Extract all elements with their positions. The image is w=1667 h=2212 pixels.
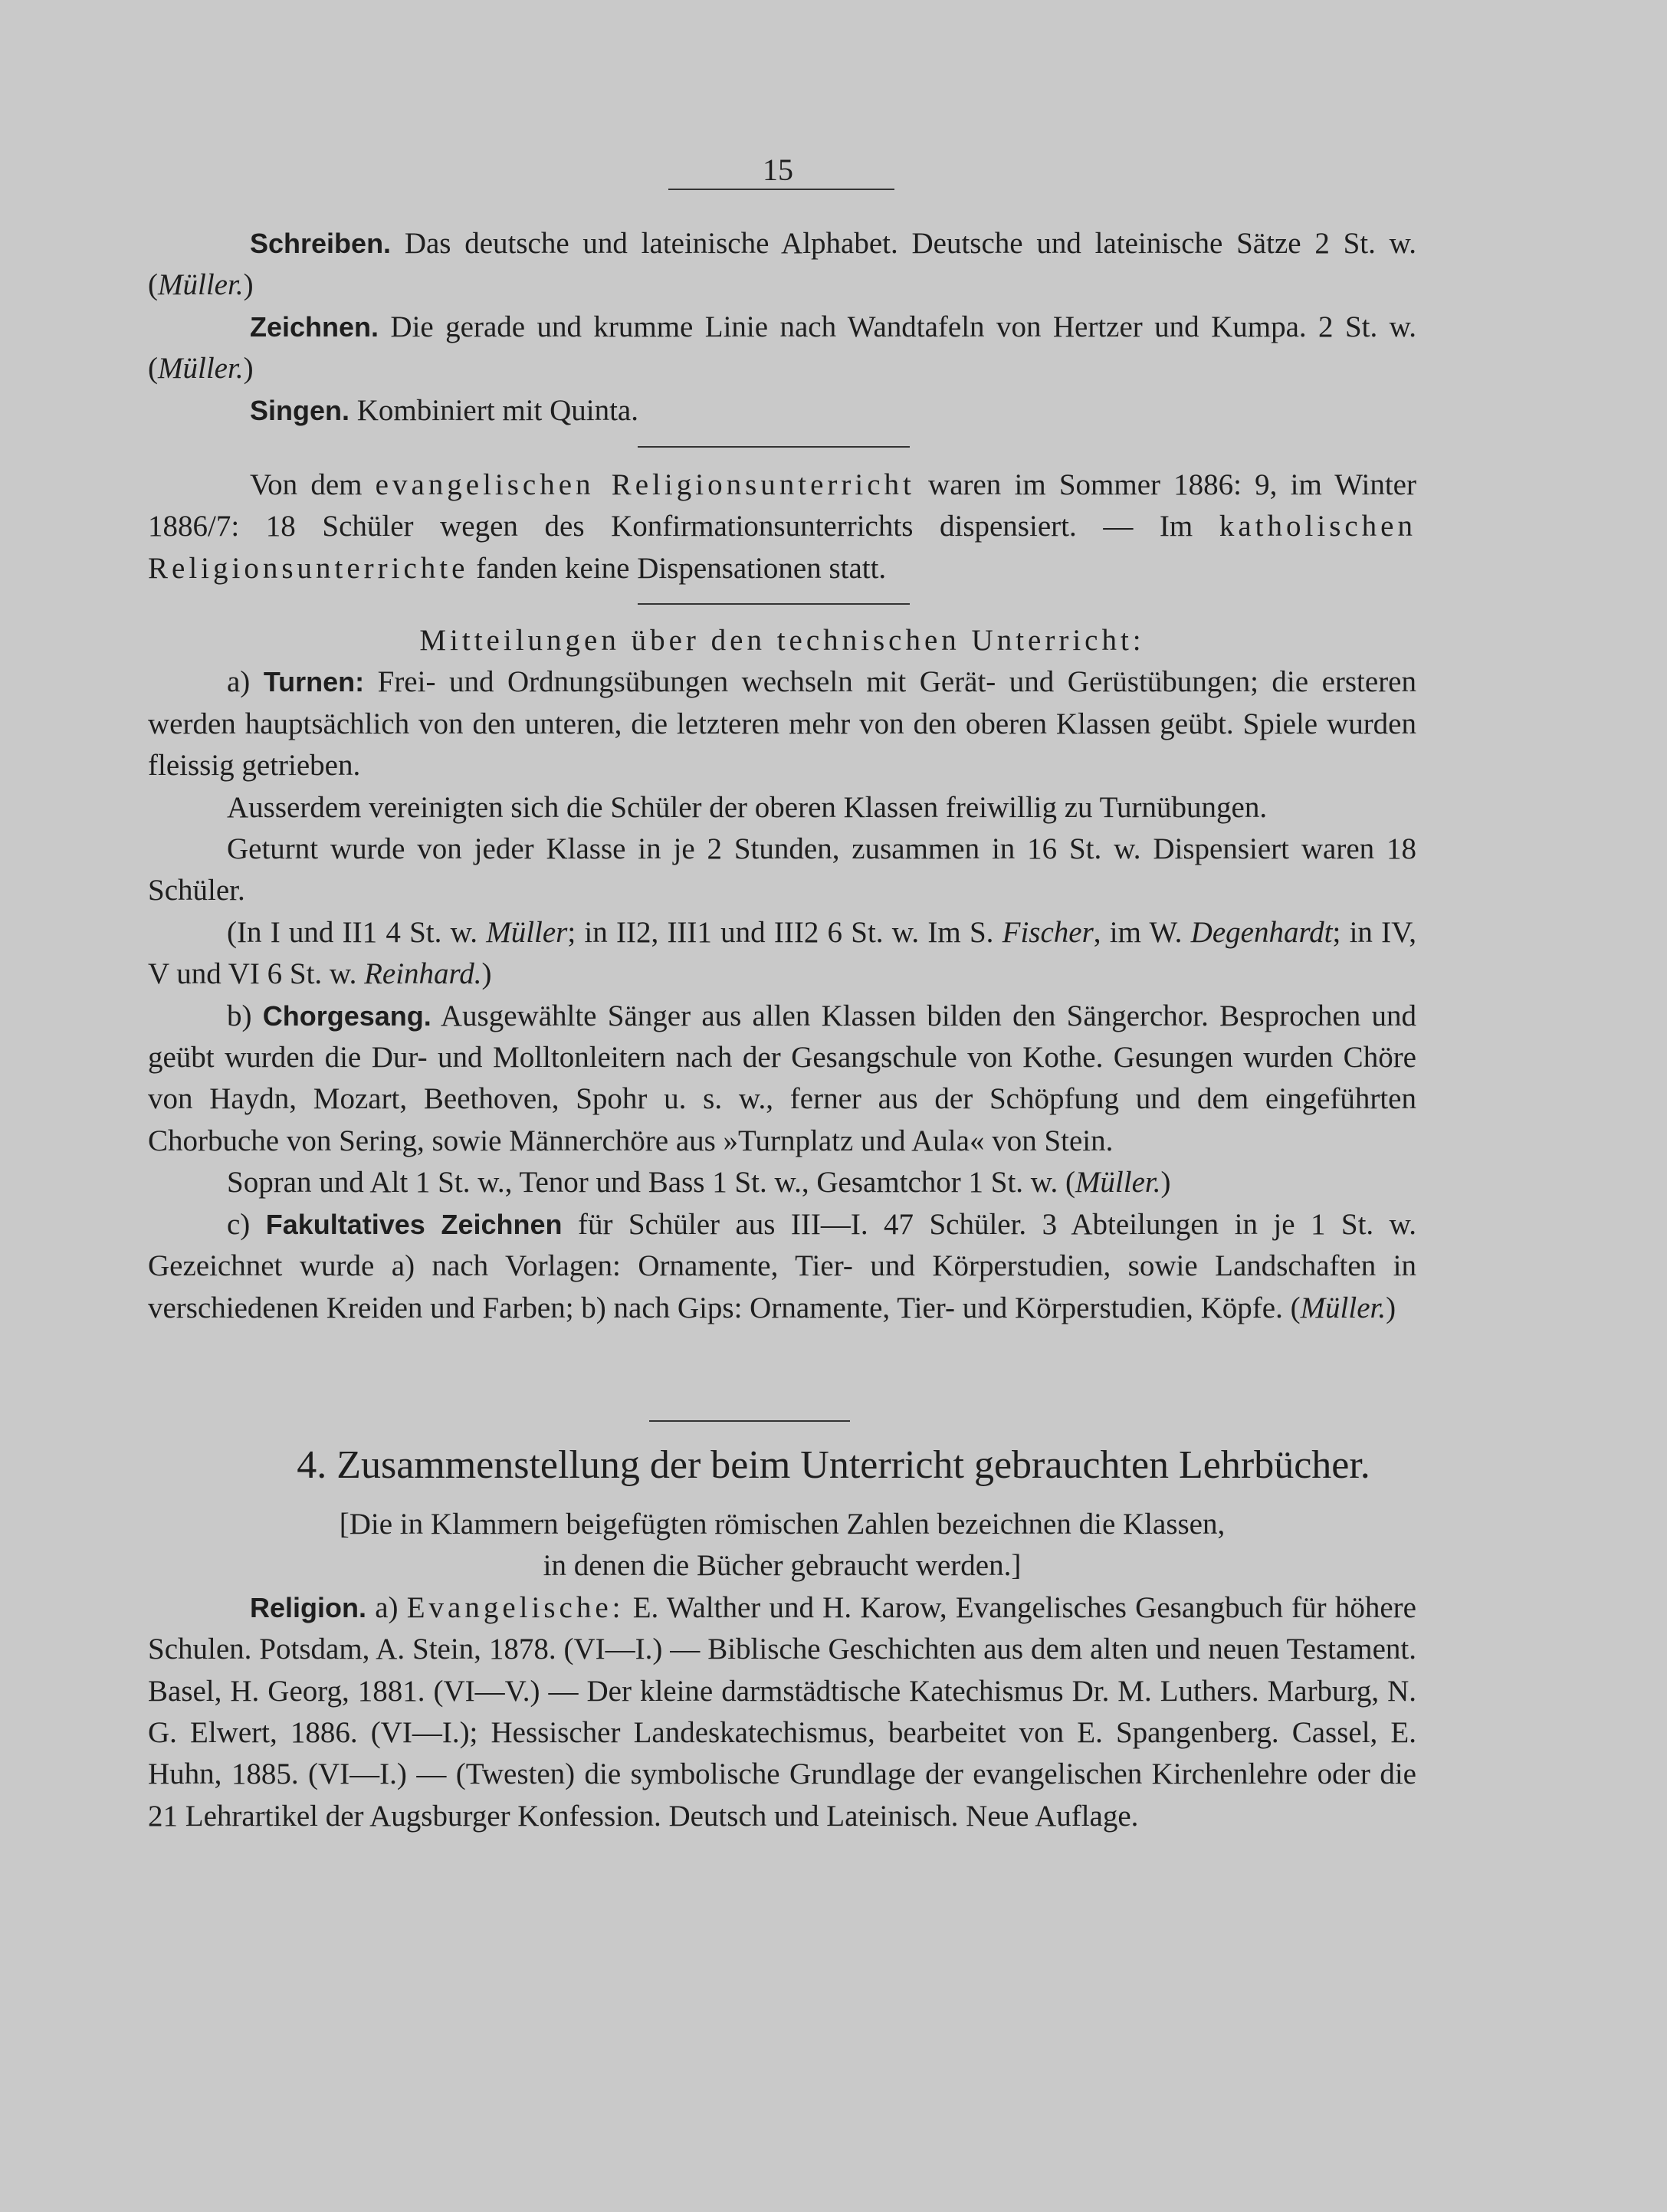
divider-rule-3 <box>649 1420 850 1422</box>
chorgesang-label: Chorgesang. <box>262 999 432 1032</box>
turnen-teachers: (In I und II1 4 St. w. Müller; in II2, III1 und III2 6 St. w. Im S. Fischer, im W. Degenhardt; in IV, V und VI 6 St. w. Reinhard.) <box>148 915 1417 991</box>
turnen-paragraph-3: Geturnt wurde von jeder Klasse in je 2 Stunden, zusammen in 16 St. w. Dispensiert waren 18 Schüler. <box>148 832 1416 907</box>
top-rule <box>668 189 894 190</box>
turnen-paragraph: a) Turnen: Frei- und Ordnungsübungen wechseln mit Gerät- und Gerüstübungen; die ersteren werden hauptsächlich von den unteren, die letzteren mehr von den oberen Klassen geübt. Spiele wurden fleissig getrieben. <box>148 665 1416 783</box>
turnen-label: Turnen: <box>263 666 365 698</box>
dispensation-block <box>148 464 1416 589</box>
singen-label: Singen. <box>250 394 350 426</box>
chorgesang-paragraph: b) Chorgesang. Ausgewählte Sänger aus allen Klassen bilden den Sängerchor. Besprochen und geübt wurden die Dur- und Molltonleitern nach der Gesangschule von Kothe. Gesungen wurden Chöre von Haydn, Mozart, Beethoven, Spohr u. s. w., ferner aus der Schöpfung und dem eingeführten Chorbuche von Sering, sowie Männerchöre aus »Turnplatz und Aula« von Stein. <box>148 999 1416 1157</box>
religion-paragraph: Religion. a) Evangelische: E. Walther und H. Karow, Evangelisches Gesangbuch für höhere Schulen. Potsdam, A. Stein, 1878. (VI—I.) — Biblische Geschichten aus dem alten und neuen Testament. Basel, H. Georg, 1881. (VI—V.) — Der kleine darmstädtische Katechismus Dr. M. Luthers. Marburg, N. G. Elwert, 1886. (VI—I.); Hessischer Landeskatechismus, bearbeitet von E. Spangenberg. Cassel, E. Huhn, 1885. (VI—I.) — (Twesten) die symbolische Grundlage der evangelischen Kirchenlehre oder die 21 Lehrartikel der Augsburger Konfession. Deutsch und Lateinisch. Neue Auflage. <box>148 1590 1416 1833</box>
zeichnen-paragraph: Zeichnen. Die gerade und krumme Linie nach Wandtafeln von Hertzer und Kumpa. 2 St. w. (Müller.) <box>148 310 1416 386</box>
page-number: 15 <box>763 153 793 187</box>
turnen-paragraph-2: Ausserdem vereinigten sich die Schüler der oberen Klassen freiwillig zu Turnübungen. <box>227 790 1268 824</box>
fakultatives-zeichnen-label: Fakultatives Zeichnen <box>265 1208 563 1240</box>
divider-rule-1 <box>638 446 910 448</box>
section-note-line-1: [Die in Klammern beigefügten römischen Zahlen bezeichnen die Klassen, <box>339 1508 1226 1541</box>
zeichnen-label: Zeichnen. <box>250 310 379 343</box>
religion-label: Religion. <box>250 1591 366 1623</box>
section-note-line-2: in denen die Bücher gebraucht werden.] <box>543 1549 1022 1583</box>
technical-block <box>148 620 1416 1329</box>
section-heading: 4. Zusammenstellung der beim Unterricht gebrauchten Lehrbücher. <box>297 1443 1370 1487</box>
textbooks-block <box>148 1504 1416 1837</box>
chorgesang-hours: Sopran und Alt 1 St. w., Tenor und Bass 1 St. w., Gesamtchor 1 St. w. (Müller.) <box>227 1166 1171 1200</box>
subjects-block <box>148 223 1416 432</box>
singen-paragraph: Singen. Kombiniert mit Quinta. <box>250 393 638 427</box>
dispensation-paragraph: Von dem evangelischen Religionsunterricht waren im Sommer 1886: 9, im Winter 1886/7: 18 Schüler wegen des Konfirmationsunterrichts dispensiert. — Im katholischen Religionsunterrichte fanden keine Dispensationen statt. <box>148 468 1416 585</box>
technical-heading: Mitteilungen über den technischen Unterricht: <box>419 624 1145 657</box>
schreiben-paragraph: Schreiben. Das deutsche und lateinische Alphabet. Deutsche und lateinische Sätze 2 St. w. (Müller.) <box>148 227 1416 302</box>
fakultatives-zeichnen-paragraph: c) Fakultatives Zeichnen für Schüler aus III—I. 47 Schüler. 3 Abteilungen in je 1 St. w. Gezeichnet wurde a) nach Vorlagen: Ornamente, Tier- und Körperstudien, sowie Landschaften in verschiedenen Kreiden und Farben; b) nach Gips: Ornamente, Tier- und Körperstudien, Köpfe. (Müller.) <box>148 1207 1416 1324</box>
divider-rule-2 <box>638 603 910 605</box>
schreiben-label: Schreiben. <box>250 228 392 259</box>
